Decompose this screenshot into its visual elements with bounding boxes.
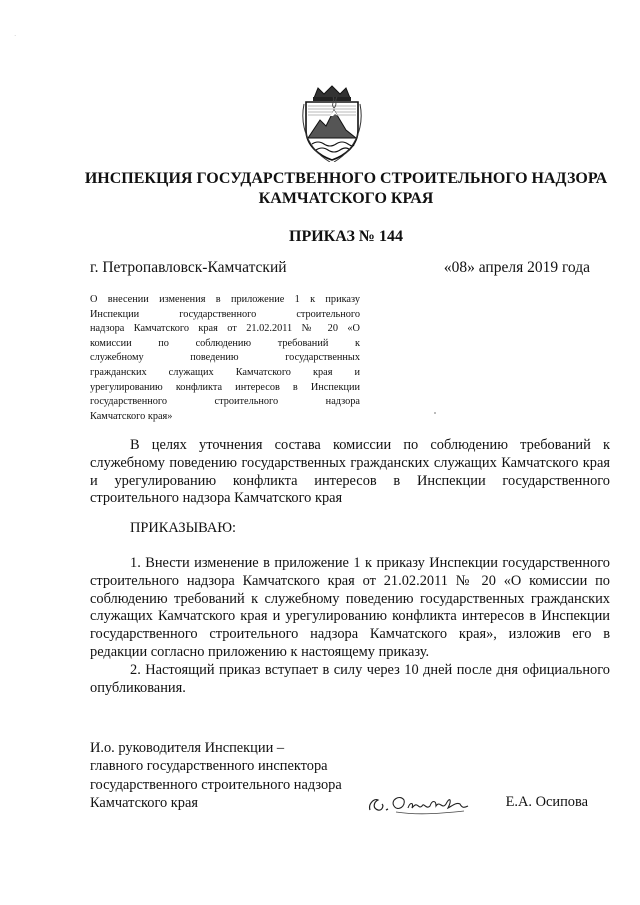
subject-line: государственного строительного надзора xyxy=(90,396,360,408)
agency-name-line-2: КАМЧАТСКОГО КРАЯ xyxy=(258,190,434,207)
subject-line: Инспекции государственного строительного xyxy=(90,308,360,320)
subject-line: урегулированию конфликта интересов в Инспекции xyxy=(90,381,360,393)
signatory-title xyxy=(90,739,342,813)
kamchatka-coat-of-arms-icon xyxy=(300,84,364,162)
order-item-1: 1. Внести изменение в приложение 1 к приказу Инспекции государственного строительного надзора Камчатского края от 21.02.2011 № 20 «О комиссии по соблюдению требований к служебному поведению государственных гражданских служащих Камчатского края и урегулированию конфликта интересов в Инспекции государственного строительного надзора Камчатского края», изложив его в редакции согласно приложению к настоящему приказу. xyxy=(90,555,610,660)
order-title: ПРИКАЗ № 144 xyxy=(289,228,403,245)
scan-speck xyxy=(434,412,436,414)
subject-line: комиссии по соблюдению требований к xyxy=(90,337,360,349)
handwritten-signature xyxy=(366,788,472,816)
subject-line: Камчатского края» xyxy=(90,410,173,422)
preamble-paragraph: В целях уточнения состава комиссии по соблюдению требований к служебному поведению государственных гражданских служащих Камчатского края и урегулированию конфликта интересов в Инспекции государственного строительного надзора Камчатского края xyxy=(90,437,610,507)
city-label: г. Петропавловск-Камчатский xyxy=(90,259,287,276)
scan-mark: · xyxy=(14,32,17,40)
signatory-name: Е.А. Осипова xyxy=(505,794,588,810)
order-date: «08» апреля 2019 года xyxy=(443,259,590,276)
subject-line: служебному поведению государственных xyxy=(90,352,360,364)
subject-line: надзора Камчатского края от 21.02.2011 № 20 «О xyxy=(90,323,360,335)
order-subject xyxy=(90,293,360,424)
order-item-2: 2. Настоящий приказ вступает в силу через 10 дней после дня официального опубликования. xyxy=(90,662,610,696)
subject-line: гражданских служащих Камчатского края и xyxy=(90,366,360,378)
signatory-title-line: государственного строительного надзора xyxy=(90,776,342,793)
order-word: ПРИКАЗЫВАЮ: xyxy=(130,520,237,536)
agency-name-line-1: ИНСПЕКЦИЯ ГОСУДАРСТВЕННОГО СТРОИТЕЛЬНОГО НАДЗОРА xyxy=(84,170,608,187)
signatory-title-line: главного государственного инспектора xyxy=(90,758,328,775)
signatory-title-line: И.о. руководителя Инспекции – xyxy=(90,740,285,756)
signatory-title-line: Камчатского края xyxy=(90,795,198,812)
subject-line: О внесении изменения в приложение 1 к приказу xyxy=(90,294,360,305)
